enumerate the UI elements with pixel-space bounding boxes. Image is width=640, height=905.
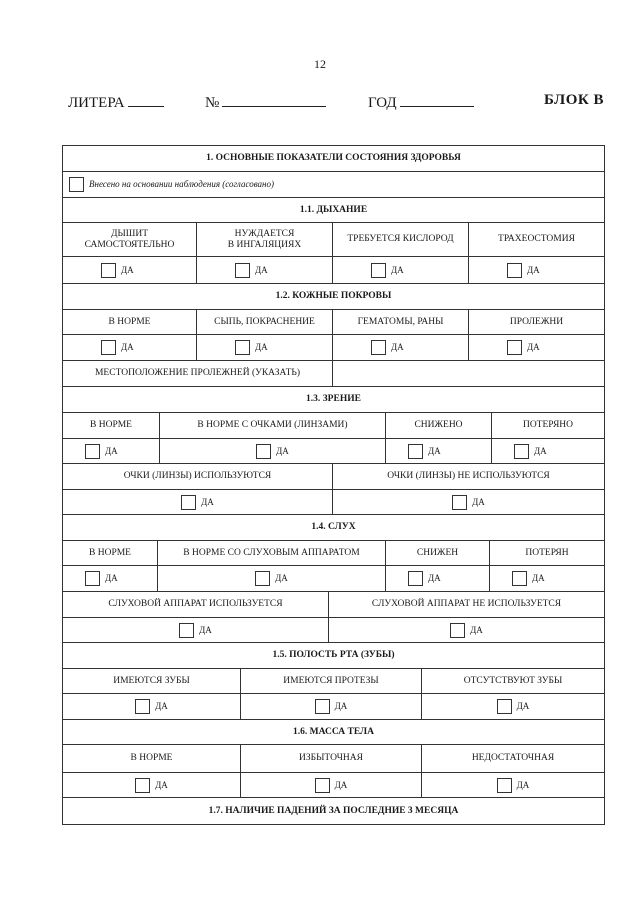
hearing-col-4: ПОТЕРЯН: [525, 547, 569, 558]
breathing-title: 1.1. ДЫХАНИЕ: [299, 204, 368, 215]
glasses-not-used-label: ОЧКИ (ЛИНЗЫ) НЕ ИСПОЛЬЗУЮТСЯ: [387, 471, 550, 481]
checkbox[interactable]: [315, 699, 330, 714]
checkbox[interactable]: [408, 571, 423, 586]
skin-col-2: СЫПЬ, ПОКРАСНЕНИЕ: [197, 310, 333, 334]
vision-checkboxes: [62, 439, 605, 464]
breathing-yes-3[interactable]: [333, 257, 469, 283]
yes-label: ДА: [255, 264, 268, 275]
hearing-aid-not-used-label: СЛУХОВОЙ АППАРАТ НЕ ИСПОЛЬЗУЕТСЯ: [371, 599, 562, 609]
breathing-yes-1[interactable]: [63, 257, 197, 283]
hearing-yes-3[interactable]: [386, 566, 490, 591]
checkbox[interactable]: [371, 263, 386, 278]
hearing-yes-2[interactable]: [158, 566, 386, 591]
observation-note-text: Внесено на основании наблюдения (согласовано): [89, 179, 275, 189]
mouth-col-3: ОТСУТСТВУЮТ ЗУБЫ: [463, 675, 563, 686]
checkbox[interactable]: [135, 778, 150, 793]
glasses-not-used-yes[interactable]: [333, 490, 604, 514]
checkbox[interactable]: [255, 571, 270, 586]
yes-label: ДА: [199, 624, 212, 635]
bedsore-location-row: [62, 361, 605, 387]
vision-header: [62, 387, 605, 413]
glasses-used-yes[interactable]: [63, 490, 333, 514]
skin-yes-3[interactable]: [333, 335, 469, 360]
mouth-col-2: ИМЕЮТСЯ ПРОТЕЗЫ: [241, 669, 422, 693]
yes-label: ДА: [428, 445, 441, 456]
checkbox[interactable]: [101, 263, 116, 278]
breathing-col-3: ТРЕБУЕТСЯ КИСЛОРОД: [333, 223, 469, 256]
section-1-header: [62, 146, 605, 172]
vision-col-2: В НОРМЕ С ОЧКАМИ (ЛИНЗАМИ): [160, 413, 386, 438]
breathing-yes-2[interactable]: [197, 257, 333, 283]
hearing-columns: [62, 541, 605, 566]
section-1-title: 1. ОСНОВНЫЕ ПОКАЗАТЕЛИ СОСТОЯНИЯ ЗДОРОВЬЯ: [206, 153, 461, 163]
yes-label: ДА: [155, 701, 168, 711]
hearing-aid-used-label: СЛУХОВОЙ АППАРАТ ИСПОЛЬЗУЕТСЯ: [63, 592, 329, 617]
year-blank[interactable]: [400, 92, 474, 107]
vision-yes-4[interactable]: [492, 439, 604, 463]
yes-label: ДА: [391, 264, 404, 275]
checkbox[interactable]: [315, 778, 330, 793]
weight-col-2: ИЗБЫТОЧНАЯ: [241, 745, 422, 772]
breathing-yes-4[interactable]: [469, 257, 604, 283]
yes-label: ДА: [105, 573, 118, 583]
bedsore-location-input[interactable]: [333, 361, 604, 386]
number-field[interactable]: [205, 92, 326, 112]
health-form: [62, 145, 605, 825]
vision-col-1: В НОРМЕ: [63, 413, 160, 438]
breathing-col-1: ДЫШИТ САМОСТОЯТЕЛЬНО: [63, 223, 197, 256]
yes-label: ДА: [527, 342, 540, 352]
breathing-col-2: НУЖДАЕТСЯ В ИНГАЛЯЦИЯХ: [197, 223, 333, 256]
weight-title: 1.6. МАССА ТЕЛА: [293, 726, 374, 737]
skin-yes-2[interactable]: [197, 335, 333, 360]
glasses-row: [62, 464, 605, 490]
block-label: БЛОК В: [544, 92, 605, 108]
mouth-yes-2[interactable]: [241, 694, 422, 719]
yes-label: ДА: [105, 445, 118, 456]
yes-label: ДА: [516, 779, 530, 790]
vision-col-3: СНИЖЕНО: [386, 413, 492, 438]
hearing-aid-row: [62, 592, 605, 618]
vision-title: 1.3. ЗРЕНИЕ: [306, 394, 361, 404]
vision-columns: [62, 413, 605, 439]
checkbox[interactable]: [179, 623, 194, 638]
yes-label: ДА: [275, 573, 288, 583]
hearing-col-3: СНИЖЕН: [386, 541, 490, 565]
hearing-aid-not-used-yes[interactable]: [329, 618, 604, 642]
hearing-yes-4[interactable]: [490, 566, 604, 591]
checkbox[interactable]: [497, 778, 512, 793]
weight-yes-1[interactable]: [63, 773, 241, 797]
year-label: ГОД: [368, 95, 397, 111]
checkbox[interactable]: [256, 444, 271, 459]
yes-label: ДА: [334, 701, 348, 711]
yes-label: ДА: [121, 264, 134, 275]
observation-note[interactable]: [63, 172, 604, 197]
yes-label: ДА: [516, 701, 530, 711]
glasses-checkboxes: [62, 490, 605, 515]
hearing-yes-1[interactable]: [63, 566, 158, 591]
skin-title: 1.2. КОЖНЫЕ ПОКРОВЫ: [275, 291, 392, 301]
checkbox[interactable]: [450, 623, 465, 638]
checkbox[interactable]: [181, 495, 196, 510]
glasses-used-label: ОЧКИ (ЛИНЗЫ) ИСПОЛЬЗУЮТСЯ: [63, 464, 333, 489]
observation-row: [62, 172, 605, 198]
hearing-col-2: В НОРМЕ СО СЛУХОВЫМ АППАРАТОМ: [158, 541, 386, 565]
hearing-header: [62, 515, 605, 541]
weight-yes-2[interactable]: [241, 773, 422, 797]
mouth-title: 1.5. ПОЛОСТЬ РТА (ЗУБЫ): [272, 650, 395, 660]
breathing-col-4: ТРАХЕОСТОМИЯ: [498, 234, 575, 244]
checkbox[interactable]: [497, 699, 512, 714]
checkbox[interactable]: [235, 263, 250, 278]
bedsore-location-label: МЕСТОПОЛОЖЕНИЕ ПРОЛЕЖНЕЙ (УКАЗАТЬ): [63, 361, 333, 386]
weight-yes-3[interactable]: [422, 773, 604, 797]
litera-blank[interactable]: [128, 92, 164, 107]
number-label: №: [205, 95, 220, 111]
mouth-yes-3[interactable]: [422, 694, 604, 719]
breathing-checkboxes: [62, 257, 605, 284]
yes-label: ДА: [532, 573, 545, 583]
checkbox[interactable]: [85, 444, 100, 459]
yes-label: ДА: [276, 445, 289, 456]
skin-col-1: В НОРМЕ: [63, 310, 197, 334]
checkbox[interactable]: [235, 340, 250, 355]
litera-field[interactable]: [68, 92, 164, 112]
yes-label: ДА: [121, 342, 134, 352]
yes-label: ДА: [534, 445, 547, 456]
weight-columns: [62, 745, 605, 773]
yes-label: ДА: [255, 342, 268, 352]
vision-col-4: ПОТЕРЯНО: [522, 420, 574, 430]
mouth-col-1: ИМЕЮТСЯ ЗУБЫ: [63, 669, 241, 693]
checkbox[interactable]: [85, 571, 100, 586]
weight-header: [62, 720, 605, 745]
number-blank[interactable]: [222, 92, 326, 107]
observation-checkbox[interactable]: [69, 177, 84, 192]
checkbox[interactable]: [507, 263, 522, 278]
litera-label: ЛИТЕРА: [68, 95, 125, 111]
skin-yes-4[interactable]: [469, 335, 604, 360]
yes-label: ДА: [472, 496, 485, 507]
mouth-header: [62, 643, 605, 669]
hearing-aid-used-yes[interactable]: [63, 618, 329, 642]
skin-yes-1[interactable]: [63, 335, 197, 360]
mouth-checkboxes: [62, 694, 605, 720]
checkbox[interactable]: [514, 444, 529, 459]
yes-label: ДА: [155, 779, 168, 790]
page-number: 12: [314, 57, 326, 71]
yes-label: ДА: [334, 779, 348, 790]
weight-col-1: В НОРМЕ: [63, 745, 241, 772]
checkbox[interactable]: [507, 340, 522, 355]
yes-label: ДА: [527, 264, 540, 275]
vision-yes-3[interactable]: [386, 439, 492, 463]
mouth-columns: [62, 669, 605, 694]
yes-label: ДА: [428, 573, 441, 583]
year-field[interactable]: [368, 92, 474, 112]
yes-label: ДА: [470, 624, 483, 635]
falls-header: [62, 798, 605, 825]
vision-yes-1[interactable]: [63, 439, 160, 463]
skin-header: [62, 284, 605, 310]
breathing-header: [62, 198, 605, 223]
checkbox[interactable]: [452, 495, 467, 510]
skin-checkboxes: [62, 335, 605, 361]
skin-col-4: ПРОЛЕЖНИ: [509, 316, 564, 327]
mouth-yes-1[interactable]: [63, 694, 241, 719]
hearing-checkboxes: [62, 566, 605, 592]
skin-col-3: ГЕМАТОМЫ, РАНЫ: [333, 310, 469, 334]
checkbox[interactable]: [101, 340, 116, 355]
weight-col-3: НЕДОСТАТОЧНАЯ: [471, 753, 555, 763]
checkbox[interactable]: [512, 571, 527, 586]
hearing-title: 1.4. СЛУХ: [311, 522, 356, 532]
checkbox[interactable]: [371, 340, 386, 355]
yes-label: ДА: [201, 496, 214, 507]
form-header: [68, 92, 608, 112]
vision-yes-2[interactable]: [160, 439, 386, 463]
breathing-columns: [62, 223, 605, 257]
weight-checkboxes: [62, 773, 605, 798]
skin-columns: [62, 310, 605, 335]
checkbox[interactable]: [135, 699, 150, 714]
hearing-col-1: В НОРМЕ: [63, 541, 158, 565]
falls-title: 1.7. НАЛИЧИЕ ПАДЕНИЙ ЗА ПОСЛЕДНИЕ 3 МЕСЯЦА: [208, 805, 459, 816]
hearing-aid-checkboxes: [62, 618, 605, 643]
yes-label: ДА: [391, 342, 404, 352]
checkbox[interactable]: [408, 444, 423, 459]
